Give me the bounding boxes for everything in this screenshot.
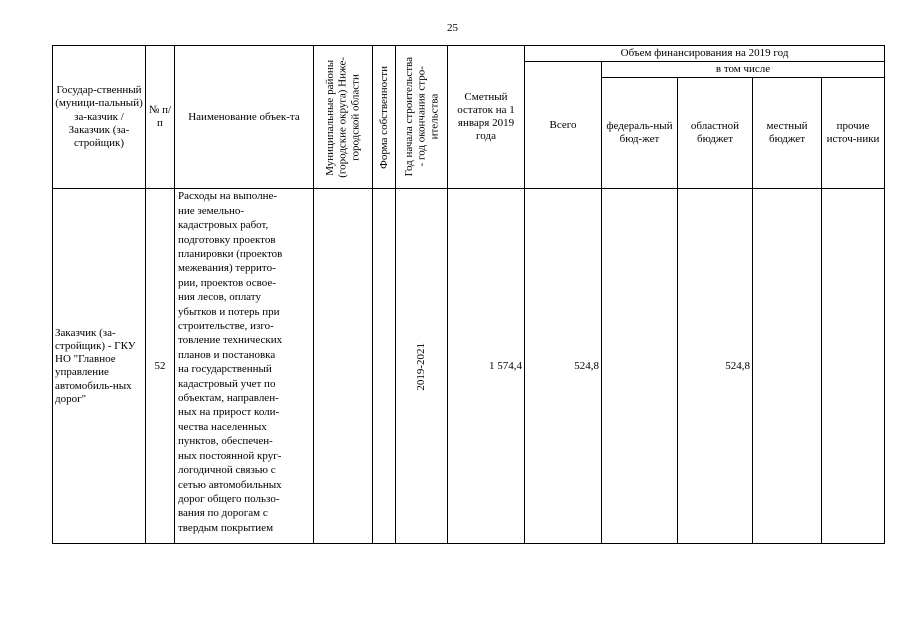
header-ownership	[373, 46, 396, 189]
object-line: логодичной связью с	[178, 464, 276, 477]
row-np: 52	[146, 189, 175, 544]
object-line: подготовку проектов	[178, 233, 276, 246]
header-ownership-text: Форма собственности	[377, 65, 390, 169]
header-row-1	[53, 46, 885, 62]
object-line: кадастровый учет по	[178, 377, 276, 390]
row-local	[753, 189, 822, 544]
object-line: дорог общего пользо-	[178, 492, 280, 505]
object-line: планов и постановка	[178, 348, 276, 361]
header-districts	[314, 46, 373, 189]
object-line: на государственный	[178, 363, 272, 376]
header-regional: областной бюджет	[678, 78, 753, 189]
object-line: Расходы на выполне-	[178, 190, 278, 203]
object-line: сетью автомобильных	[178, 478, 282, 491]
row-customer: Заказчик (за-стройщик) - ГКУ НО "Главное управление автомобиль-ных дорог"	[53, 189, 146, 544]
header-other: прочие источ-ники	[822, 78, 885, 189]
row-estimate: 1 574,4	[448, 189, 525, 544]
header-years-line: ительства	[427, 94, 440, 141]
object-line: ния лесов, оплату	[178, 291, 261, 304]
header-total: Всего	[525, 62, 602, 189]
object-line: рии, проектов освое-	[178, 276, 276, 289]
object-line: ние земельно-	[178, 204, 245, 217]
header-np: № п/п	[146, 46, 175, 189]
financing-table	[52, 45, 885, 544]
object-line: твердым покрытием	[178, 521, 274, 534]
header-years-line: - год окончания стро-	[415, 67, 428, 168]
header-districts-line: городской области	[349, 73, 362, 161]
object-line: ных постоянной круг-	[178, 449, 282, 462]
object-line: кадастровых работ,	[178, 219, 269, 232]
row-other	[822, 189, 885, 544]
header-years-line: Год начала строительства	[402, 57, 415, 177]
row-years-text: 2019-2021	[415, 342, 428, 391]
header-customer: Государ-ственный (муници-пальный) за-казчик / Заказчик (за-стройщик)	[53, 46, 146, 189]
object-line: ных на прирост коли-	[178, 406, 280, 419]
row-object-name	[175, 189, 314, 544]
header-funding-group: Объем финансирования на 2019 год	[525, 46, 885, 62]
row-federal	[602, 189, 678, 544]
row-ownership	[373, 189, 396, 544]
object-line: строительстве, изго-	[178, 320, 274, 333]
table-row	[53, 189, 885, 544]
header-districts-line: (городские округа) Ниже-	[336, 56, 349, 178]
object-line: планировки (проектов	[178, 248, 283, 260]
row-total: 524,8	[525, 189, 602, 544]
row-districts	[314, 189, 373, 544]
object-line: пунктов, обеспечен-	[178, 435, 273, 448]
object-line: межевания) террито-	[178, 262, 276, 275]
header-federal: федераль-ный бюд-жет	[602, 78, 678, 189]
row-regional: 524,8	[678, 189, 753, 544]
header-local: местный бюджет	[753, 78, 822, 189]
header-estimate: Сметный остаток на 1 января 2019 года	[448, 46, 525, 189]
header-years	[396, 46, 448, 189]
object-line: товление технических	[178, 334, 283, 347]
object-line: убытков и потерь при	[178, 305, 280, 318]
object-line: чества населенных	[178, 420, 267, 433]
row-years	[396, 189, 448, 544]
header-object-name: Наименование объек-та	[175, 46, 314, 189]
page-number: 25	[447, 22, 458, 34]
object-line: объектам, направлен-	[178, 392, 279, 405]
object-line: вания по дорогам с	[178, 507, 268, 520]
header-including: в том числе	[602, 62, 885, 78]
header-districts-line: Муниципальные районы	[324, 59, 337, 176]
